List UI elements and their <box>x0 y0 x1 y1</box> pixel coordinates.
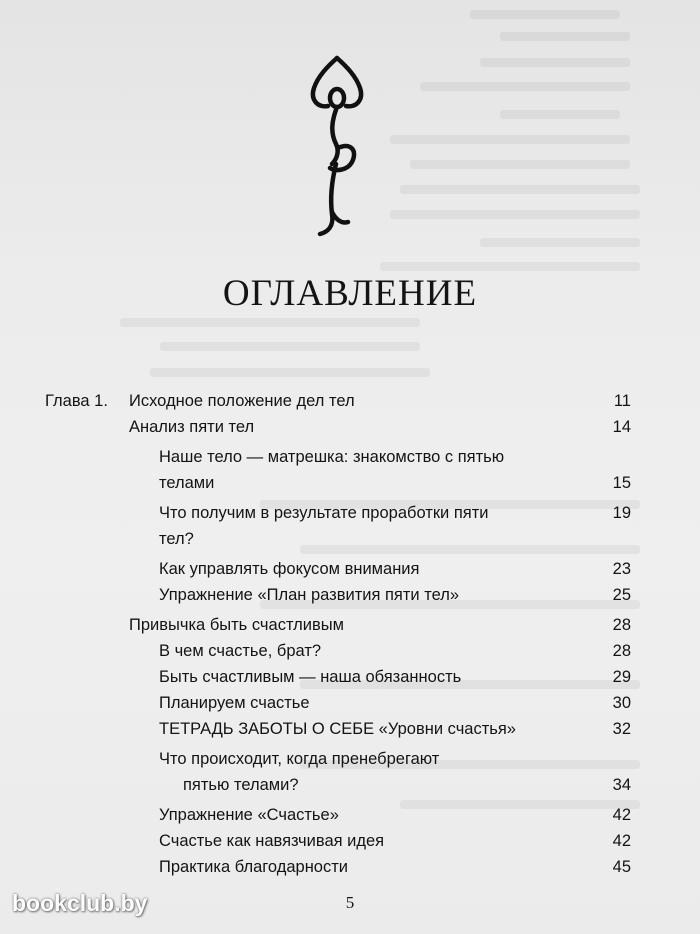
toc-entry-title: Планируем счастье <box>159 694 310 712</box>
toc-entry <box>45 746 635 772</box>
toc-page-number: 15 <box>612 474 631 492</box>
toc-entry <box>45 444 635 470</box>
toc-entry-title: Исходное положение дел тел <box>129 392 355 410</box>
toc-entry-title: Привычка быть счастливым <box>129 616 344 634</box>
toc-entry-title: Что происходит, когда пренебрегают <box>159 750 440 768</box>
toc-page-number: 42 <box>612 806 631 824</box>
toc-entry-title: Как управлять фокусом внимания <box>159 560 420 578</box>
toc-entry-continuation <box>45 772 635 798</box>
toc-entry <box>45 828 635 854</box>
toc-entry <box>45 612 635 638</box>
toc-entry <box>45 854 635 880</box>
toc-entry-title: Упражнение «План развития пяти тел» <box>159 586 460 604</box>
toc-entry-title: ТЕТРАДЬ ЗАБОТЫ О СЕБЕ «Уровни счастья» <box>159 720 516 738</box>
toc-entry-continuation <box>45 470 635 496</box>
watermark: bookclub.by <box>12 890 148 916</box>
table-of-contents <box>45 388 635 880</box>
toc-entry-title-cont: тел? <box>159 530 194 548</box>
toc-entry-continuation <box>45 526 635 552</box>
toc-entry <box>45 716 635 742</box>
toc-entry-title: Наше тело — матрешка: знакомство с пятью <box>159 448 505 466</box>
toc-entry <box>45 500 635 526</box>
toc-entry <box>45 664 635 690</box>
toc-page-number: 45 <box>612 858 631 876</box>
toc-page-number: 34 <box>612 776 631 794</box>
toc-entry <box>45 582 635 608</box>
chapter-label: Глава 1. <box>45 392 108 410</box>
toc-entry-title: Практика благодарности <box>159 858 349 876</box>
toc-page-number: 28 <box>612 616 631 634</box>
toc-page-number: 29 <box>612 668 631 686</box>
toc-entry-title-cont: пятью телами? <box>183 776 299 794</box>
toc-entry <box>45 388 635 414</box>
toc-entry <box>45 802 635 828</box>
page-number: 5 <box>345 893 355 912</box>
toc-entry-title: Счастье как навязчивая идея <box>159 832 385 850</box>
toc-page-number: 19 <box>612 504 631 522</box>
toc-page-number: 28 <box>612 642 631 660</box>
toc-entry-title: Быть счастливым — наша обязанность <box>159 668 462 686</box>
page-title: ОГЛАВЛЕНИЕ <box>222 273 478 314</box>
toc-entry-title: Что получим в результате проработки пяти <box>159 504 489 522</box>
toc-entry-title: В чем счастье, брат? <box>159 642 322 660</box>
toc-page-number: 30 <box>612 694 631 712</box>
toc-page-number: 14 <box>612 418 631 436</box>
toc-entry <box>45 556 635 582</box>
toc-page-number: 23 <box>612 560 631 578</box>
toc-entry <box>45 414 635 440</box>
toc-entry-title: Анализ пяти тел <box>129 418 255 436</box>
yoga-figure-logo-icon <box>292 52 382 242</box>
toc-page-number: 42 <box>612 832 631 850</box>
toc-page-number: 32 <box>612 720 631 738</box>
toc-page-number: 11 <box>613 392 631 410</box>
toc-entry <box>45 638 635 664</box>
toc-entry <box>45 690 635 716</box>
toc-page-number: 25 <box>612 586 631 604</box>
toc-entry-title: Упражнение «Счастье» <box>159 806 339 824</box>
toc-entry-title-cont: телами <box>159 474 215 492</box>
